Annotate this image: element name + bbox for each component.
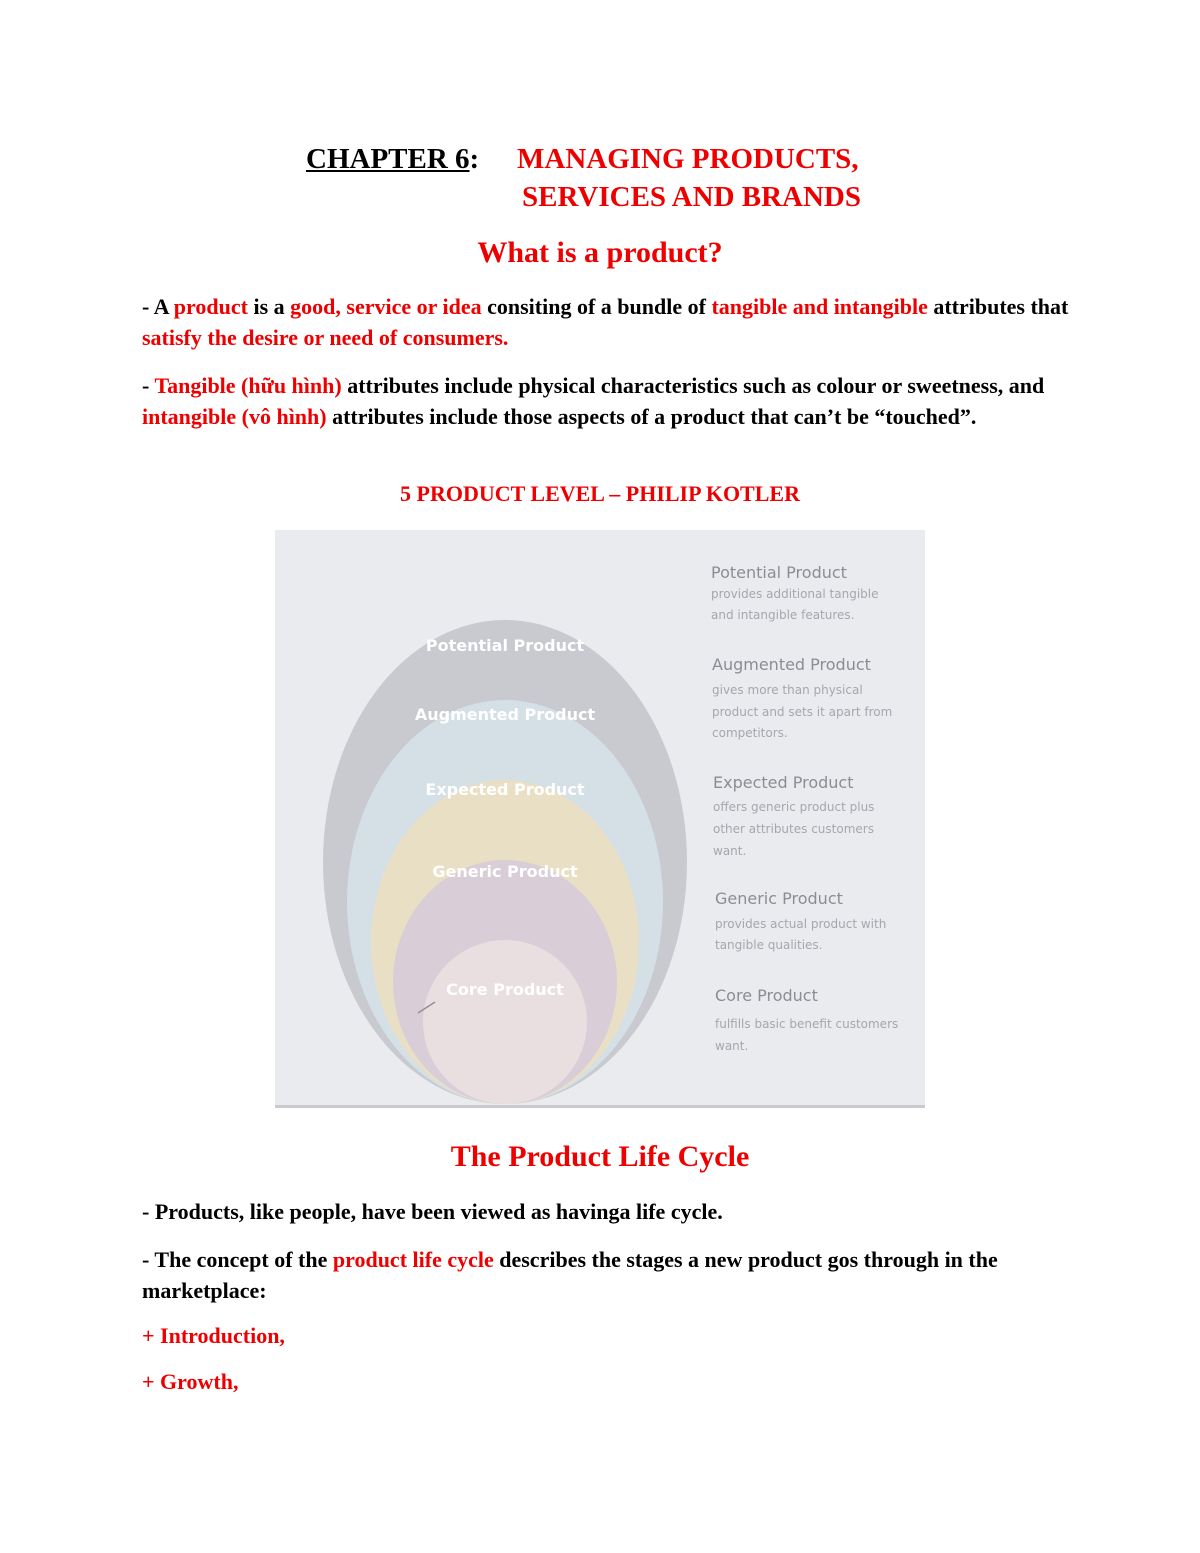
text-run: - (142, 373, 155, 398)
text-run-highlight: product life cycle (332, 1247, 494, 1272)
legend-desc: and intangible features. (711, 608, 855, 622)
legend-desc: want. (715, 1039, 749, 1053)
product-levels-diagram (275, 530, 925, 1108)
ring-label-generic: Generic Product (432, 862, 578, 881)
text-run-highlight: satisfy the desire or need of consumers. (142, 325, 509, 350)
text-run-highlight: tangible and intangible (711, 294, 928, 319)
ring-core (423, 940, 587, 1104)
chapter-title-line2: SERVICES AND BRANDS (522, 181, 862, 213)
life-cycle-concept-paragraph (142, 1244, 1072, 1306)
product-levels-heading: 5 PRODUCT LEVEL – PHILIP KOTLER (400, 481, 800, 506)
text-run-highlight: product (173, 294, 248, 319)
life-cycle-intro-paragraph: - Products, like people, have been viewed as havinga life cycle. (142, 1199, 723, 1224)
text-run-highlight: good, service or idea (290, 294, 482, 319)
legend-desc: provides additional tangible (711, 587, 879, 601)
legend-desc: tangible qualities. (715, 938, 823, 952)
stage-item-introduction: + Introduction, (142, 1323, 285, 1348)
what-is-product-heading: What is a product? (477, 236, 723, 269)
stage-item-growth: + Growth, (142, 1369, 239, 1394)
product-life-cycle-heading: The Product Life Cycle (450, 1140, 750, 1173)
legend-desc: other attributes customers (713, 822, 874, 836)
legend-title-generic: Generic Product (715, 889, 843, 908)
chapter-colon: : (469, 143, 480, 175)
product-levels-svg (275, 530, 925, 1105)
tangible-attributes-paragraph (142, 370, 1072, 432)
text-run: is a (247, 294, 291, 319)
legend-desc: competitors. (712, 726, 788, 740)
text-run: consiting of a bundle of (481, 294, 712, 319)
legend-desc: gives more than physical (712, 683, 863, 697)
legend-desc: fulfills basic benefit customers (715, 1017, 899, 1031)
text-run: describes the stages a new product gos through in the marketplace: (142, 1247, 998, 1303)
text-run: attributes include those aspects of a product that can’t be “touched”. (326, 404, 977, 429)
text-run: - The concept of the (142, 1247, 333, 1272)
text-run: attributes that (927, 294, 1069, 319)
legend-title-expected: Expected Product (713, 773, 854, 792)
legend-desc: offers generic product plus (713, 800, 875, 814)
legend-desc: want. (713, 844, 747, 858)
chapter-heading (306, 143, 859, 176)
text-run: attributes include physical characteristics such as colour or sweetness, and (341, 373, 1045, 398)
text-run: - A (142, 294, 174, 319)
ring-label-potential: Potential Product (425, 636, 585, 655)
ring-label-expected: Expected Product (425, 780, 585, 799)
ring-label-core: Core Product (446, 980, 564, 999)
text-run-highlight: intangible (vô hình) (142, 404, 327, 429)
text-run-highlight: Tangible (hữu hình) (154, 373, 342, 398)
ring-label-augmented: Augmented Product (414, 705, 596, 724)
legend-desc: provides actual product with (715, 917, 887, 931)
legend-title-potential: Potential Product (711, 563, 847, 582)
chapter-title-line1: MANAGING PRODUCTS, (517, 143, 859, 175)
product-definition-paragraph (142, 291, 1072, 353)
legend-desc: product and sets it apart from (712, 705, 893, 719)
chapter-label: CHAPTER 6 (306, 143, 470, 175)
legend-title-augmented: Augmented Product (712, 655, 871, 674)
legend-title-core: Core Product (715, 986, 818, 1005)
